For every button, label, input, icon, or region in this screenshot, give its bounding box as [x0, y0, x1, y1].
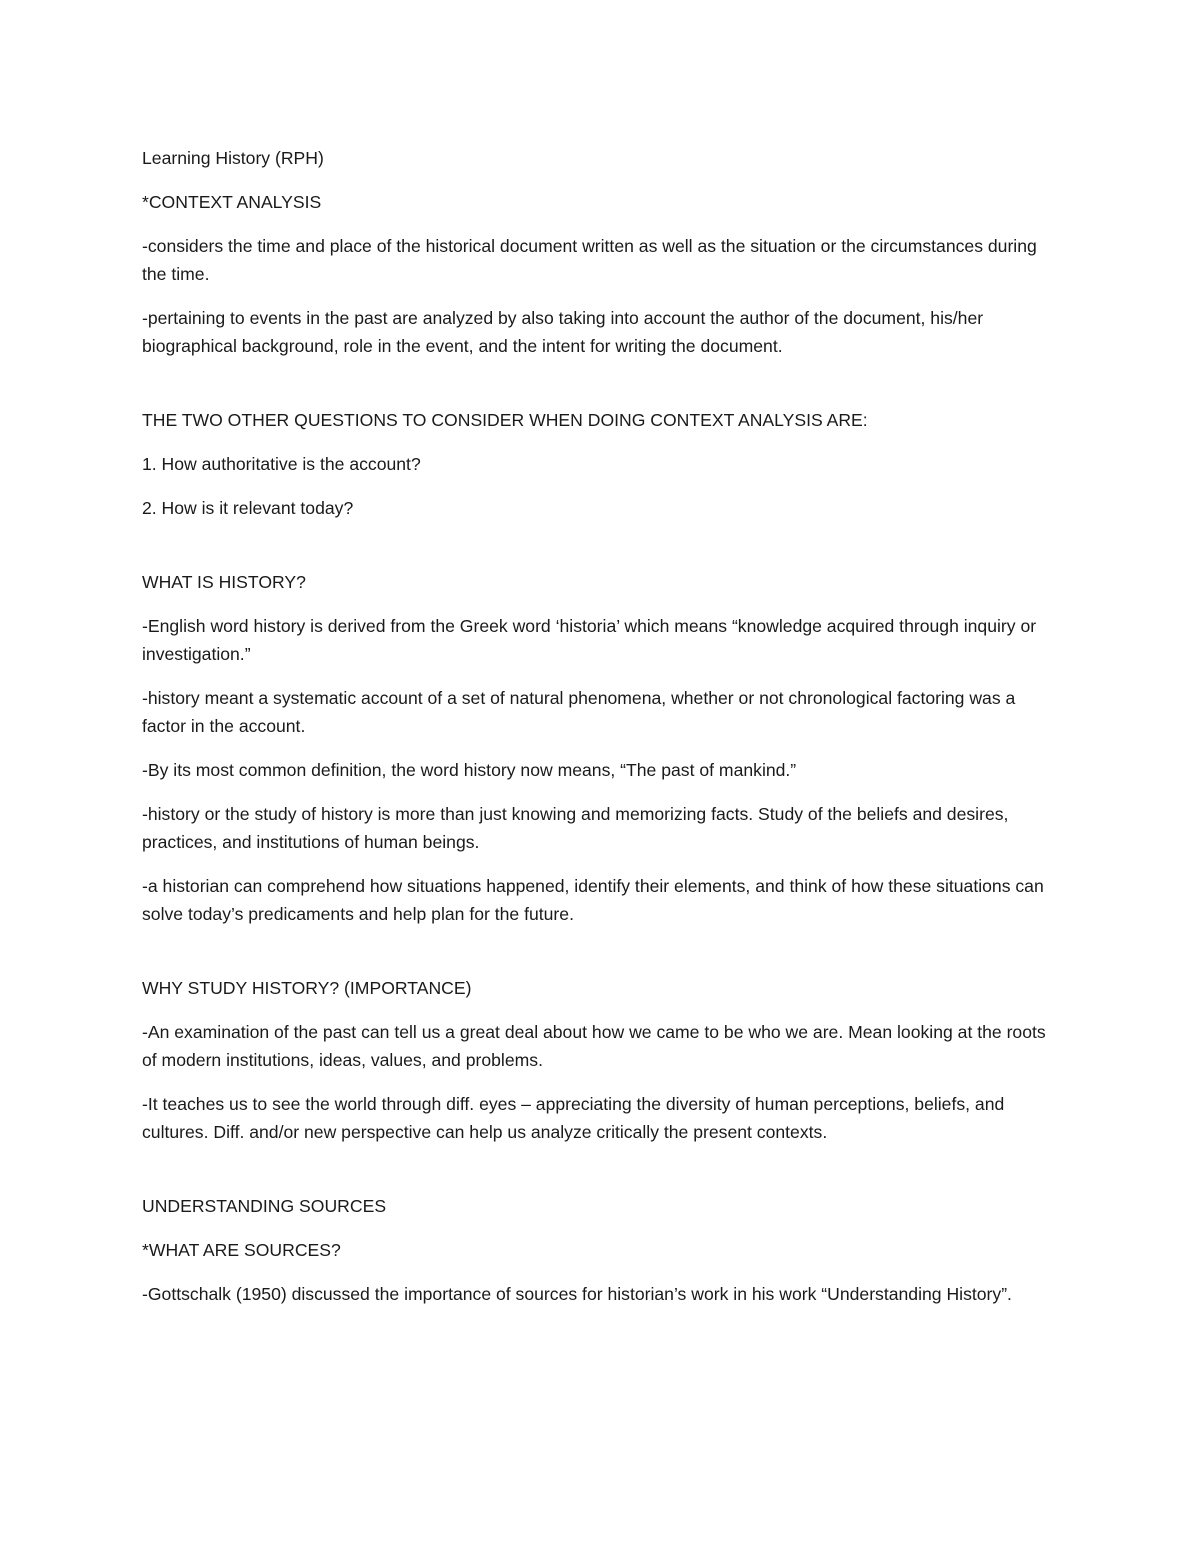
- what-is-history-para-5: -a historian can comprehend how situations happened, identify their elements, and think of how these situations can solve today’s predicaments and help plan for the future.: [142, 876, 1044, 924]
- two-questions-heading: THE TWO OTHER QUESTIONS TO CONSIDER WHEN DOING CONTEXT ANALYSIS ARE:: [142, 410, 868, 430]
- document-body: [142, 144, 1062, 1308]
- why-study-history-para-2: -It teaches us to see the world through diff. eyes – appreciating the diversity of human perceptions, beliefs, and cultures. Diff. and/or new perspective can help us analyze critically the present contexts.: [142, 1094, 1005, 1142]
- context-analysis-para-2: -pertaining to events in the past are analyzed by also taking into account the author of the document, his/her biographical background, role in the event, and the intent for writing the document.: [142, 308, 984, 356]
- context-analysis-heading: *CONTEXT ANALYSIS: [142, 192, 322, 212]
- question-2: 2. How is it relevant today?: [142, 498, 354, 518]
- question-1: 1. How authoritative is the account?: [142, 454, 421, 474]
- what-is-history-para-1: -English word history is derived from the Greek word ‘historia’ which means “knowledge acquired through inquiry or investigation.”: [142, 616, 1037, 664]
- document-title: Learning History (RPH): [142, 148, 324, 168]
- why-study-history-heading: WHY STUDY HISTORY? (IMPORTANCE): [142, 978, 472, 998]
- what-are-sources-subheading: *WHAT ARE SOURCES?: [142, 1240, 341, 1260]
- what-is-history-para-4: -history or the study of history is more than just knowing and memorizing facts. Study of the beliefs and desires, practices, and institutions of human beings.: [142, 804, 1009, 852]
- understanding-sources-heading: UNDERSTANDING SOURCES: [142, 1196, 387, 1216]
- what-is-history-para-2: -history meant a systematic account of a set of natural phenomena, whether or not chronological factoring was a factor in the account.: [142, 688, 1016, 736]
- understanding-sources-para-1: -Gottschalk (1950) discussed the importance of sources for historian’s work in his work “Understanding History”.: [142, 1284, 1012, 1304]
- why-study-history-para-1: -An examination of the past can tell us a great deal about how we came to be who we are. Mean looking at the roots of modern institutions, ideas, values, and problems.: [142, 1022, 1046, 1070]
- what-is-history-para-3: -By its most common definition, the word history now means, “The past of mankind.”: [142, 760, 797, 780]
- what-is-history-heading: WHAT IS HISTORY?: [142, 572, 306, 592]
- context-analysis-para-1: -considers the time and place of the historical document written as well as the situation or the circumstances during the time.: [142, 236, 1037, 284]
